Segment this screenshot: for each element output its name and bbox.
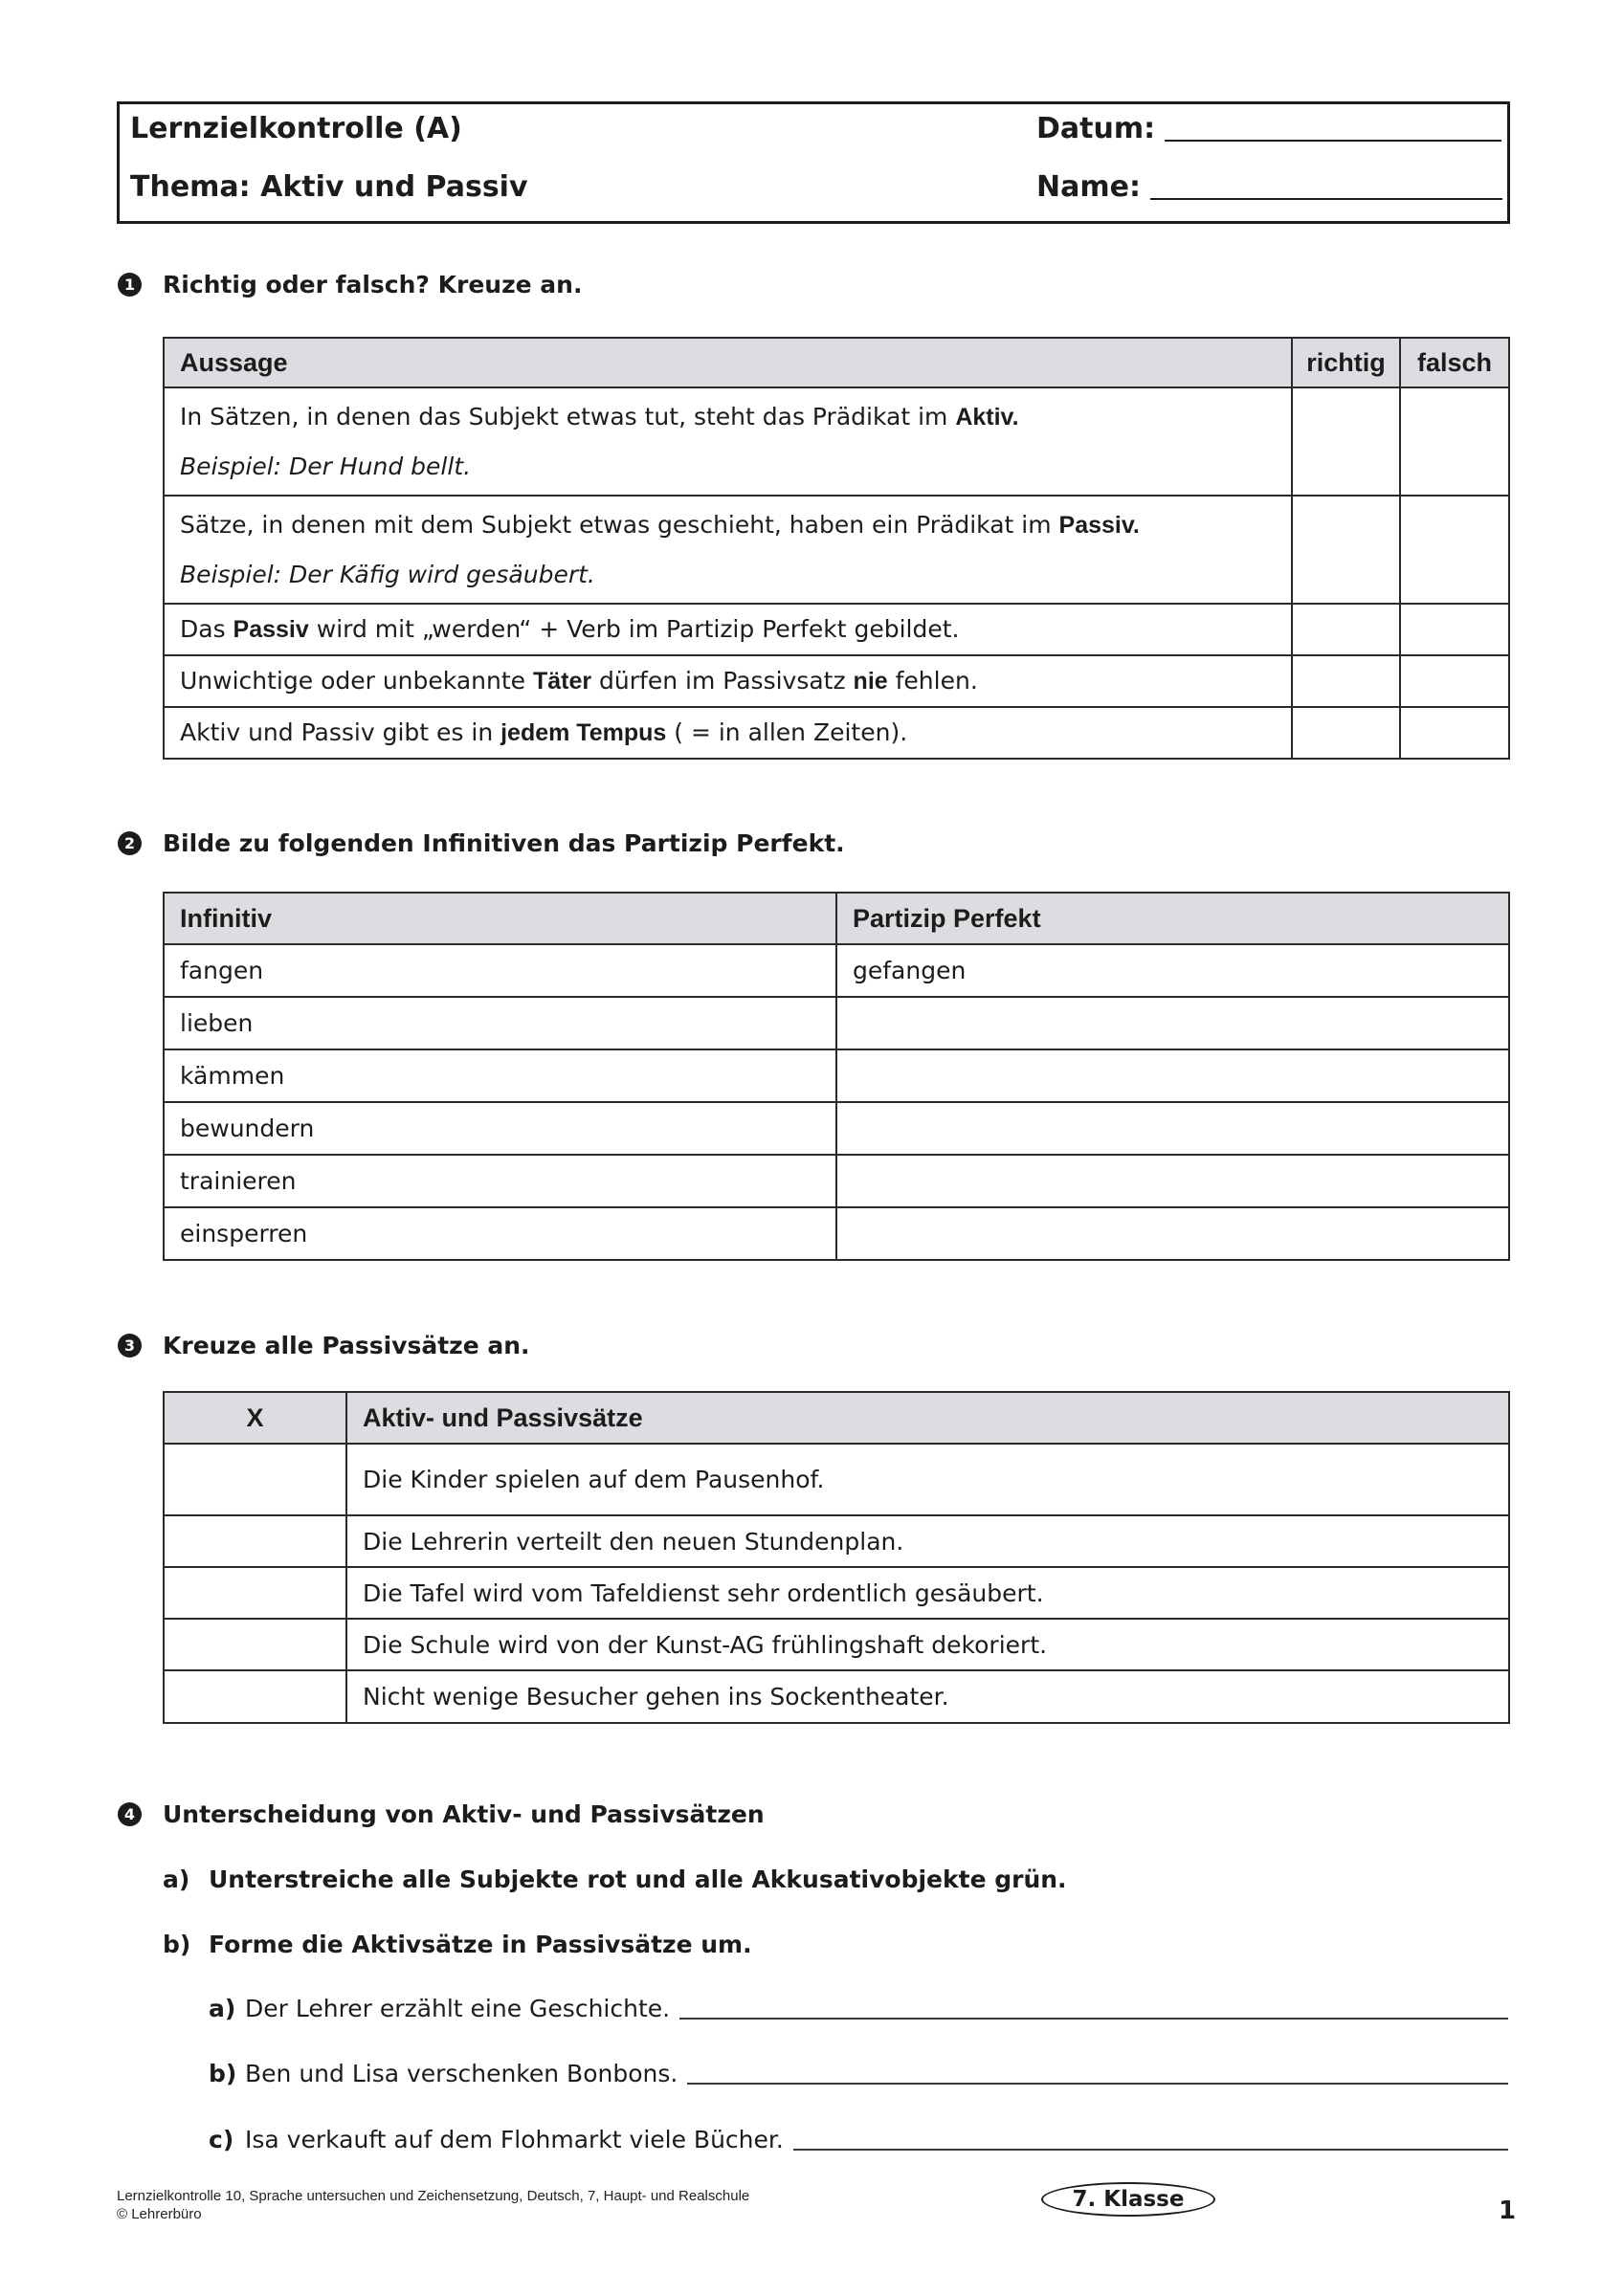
participle-answer-cell[interactable] — [836, 1102, 1509, 1155]
participle-table — [163, 892, 1510, 1261]
table-header-row — [164, 893, 1509, 944]
part-letter: b) — [163, 1931, 191, 1958]
task4-heading — [118, 1800, 765, 1828]
table-row — [164, 1567, 1509, 1619]
name-input-line[interactable] — [1150, 197, 1502, 200]
table-header-row — [164, 338, 1509, 387]
item-letter: a) — [209, 1995, 236, 2022]
table-row — [164, 997, 1509, 1049]
col-header-mark: X — [164, 1392, 346, 1444]
false-checkbox-cell[interactable] — [1400, 604, 1509, 655]
infinitive-cell: fangen — [164, 944, 836, 997]
class-level-badge: 7. Klasse — [1041, 2182, 1215, 2217]
false-checkbox-cell[interactable] — [1400, 387, 1509, 496]
sentence-cell: Die Schule wird von der Kunst-AG frühlingshaft dekoriert. — [346, 1619, 1509, 1670]
table-row — [164, 1207, 1509, 1260]
col-header-participle: Partizip Perfekt — [836, 893, 1509, 944]
part-b-instruction: Forme die Aktivsätze in Passivsätze um. — [209, 1931, 752, 1958]
answer-line[interactable] — [687, 2082, 1508, 2085]
statement-cell: Unwichtige oder unbekannte Täter dürfen im Passivsatz nie fehlen. — [164, 655, 1292, 707]
worksheet-topic: Thema: Aktiv und Passiv — [130, 170, 528, 204]
table-row — [164, 944, 1509, 997]
table-row — [164, 655, 1509, 707]
table-row — [164, 1155, 1509, 1207]
participle-answer-cell[interactable] — [836, 1155, 1509, 1207]
table-row — [164, 496, 1509, 604]
date-input-line[interactable] — [1165, 139, 1501, 142]
sentence-cell: Nicht wenige Besucher gehen ins Sockentheater. — [346, 1670, 1509, 1723]
col-header-sentences: Aktiv- und Passivsätze — [346, 1392, 1509, 1444]
part-letter: a) — [163, 1866, 190, 1893]
answer-line[interactable] — [679, 2017, 1508, 2020]
sentence-cell: Die Kinder spielen auf dem Pausenhof. — [346, 1444, 1509, 1515]
false-checkbox-cell[interactable] — [1400, 707, 1509, 759]
name-field[interactable] — [1036, 170, 1502, 204]
table-row — [164, 1444, 1509, 1515]
worksheet-title: Lernzielkontrolle (A) — [130, 112, 462, 145]
infinitive-cell: lieben — [164, 997, 836, 1049]
mark-checkbox-cell[interactable] — [164, 1567, 346, 1619]
true-checkbox-cell[interactable] — [1292, 496, 1400, 604]
infinitive-cell: kämmen — [164, 1049, 836, 1102]
task-number-badge: 3 — [118, 1334, 142, 1358]
task3-heading — [118, 1332, 530, 1359]
active-sentence: Ben und Lisa verschenken Bonbons. — [245, 2060, 678, 2087]
mark-checkbox-cell[interactable] — [164, 1515, 346, 1567]
task1-heading — [118, 271, 582, 298]
footer-copyright: © Lehrerbüro — [117, 2206, 202, 2222]
rewrite-item — [209, 2126, 1508, 2153]
sentence-cell: Die Lehrerin verteilt den neuen Stundenplan. — [346, 1515, 1509, 1567]
statement-cell: Aktiv und Passiv gibt es in jedem Tempus ( = in allen Zeiten). — [164, 707, 1292, 759]
active-sentence: Der Lehrer erzählt eine Geschichte. — [245, 1995, 671, 2022]
table-row — [164, 1619, 1509, 1670]
table-row — [164, 1049, 1509, 1102]
true-checkbox-cell[interactable] — [1292, 707, 1400, 759]
col-header-infinitive: Infinitiv — [164, 893, 836, 944]
sentence-cell: Die Tafel wird vom Tafeldienst sehr ordentlich gesäubert. — [346, 1567, 1509, 1619]
participle-answer-cell[interactable]: gefangen — [836, 944, 1509, 997]
task4-instruction: Unterscheidung von Aktiv- und Passivsätzen — [163, 1800, 765, 1828]
false-checkbox-cell[interactable] — [1400, 496, 1509, 604]
statement-text: In Sätzen, in denen das Subjekt etwas tut, steht das Prädikat im Aktiv. — [180, 402, 1019, 430]
mark-checkbox-cell[interactable] — [164, 1670, 346, 1723]
statement-example: Beispiel: Der Käfig wird gesäubert. — [180, 560, 595, 588]
table-header-row — [164, 1392, 1509, 1444]
mark-checkbox-cell[interactable] — [164, 1619, 346, 1670]
col-header-false: falsch — [1400, 338, 1509, 387]
task-number-badge: 2 — [118, 831, 142, 855]
col-header-true: richtig — [1292, 338, 1400, 387]
task4-part-b — [163, 1931, 752, 1958]
footer-source — [117, 2187, 749, 2223]
mark-checkbox-cell[interactable] — [164, 1444, 346, 1515]
header-box — [117, 101, 1510, 224]
statement-cell — [164, 496, 1292, 604]
false-checkbox-cell[interactable] — [1400, 655, 1509, 707]
infinitive-cell: trainieren — [164, 1155, 836, 1207]
passive-sentences-table — [163, 1391, 1510, 1724]
participle-answer-cell[interactable] — [836, 1207, 1509, 1260]
task3-instruction: Kreuze alle Passivsätze an. — [163, 1332, 530, 1359]
task1-instruction: Richtig oder falsch? Kreuze an. — [163, 271, 583, 298]
statement-example: Beispiel: Der Hund bellt. — [180, 452, 472, 480]
infinitive-cell: einsperren — [164, 1207, 836, 1260]
statement-cell — [164, 387, 1292, 496]
statement-cell: Das Passiv wird mit „werden“ + Verb im Partizip Perfekt gebildet. — [164, 604, 1292, 655]
task-number-badge: 4 — [118, 1802, 142, 1826]
true-checkbox-cell[interactable] — [1292, 604, 1400, 655]
participle-answer-cell[interactable] — [836, 1049, 1509, 1102]
part-a-instruction: Unterstreiche alle Subjekte rot und alle Akkusativobjekte grün. — [209, 1866, 1067, 1893]
task2-instruction: Bilde zu folgenden Infinitiven das Partizip Perfekt. — [163, 829, 845, 857]
participle-answer-cell[interactable] — [836, 997, 1509, 1049]
active-sentence: Isa verkauft auf dem Flohmarkt viele Bücher. — [245, 2126, 784, 2153]
col-header-statement: Aussage — [164, 338, 1292, 387]
table-row — [164, 1515, 1509, 1567]
true-checkbox-cell[interactable] — [1292, 655, 1400, 707]
answer-line[interactable] — [793, 2148, 1508, 2151]
infinitive-cell: bewundern — [164, 1102, 836, 1155]
page-number: 1 — [1499, 2197, 1517, 2225]
table-row — [164, 1670, 1509, 1723]
true-false-table — [163, 337, 1510, 760]
table-row — [164, 387, 1509, 496]
table-row — [164, 1102, 1509, 1155]
statement-text: Sätze, in denen mit dem Subjekt etwas geschieht, haben ein Prädikat im Passiv. — [180, 510, 1140, 539]
name-label: Name: — [1036, 170, 1141, 204]
date-field[interactable] — [1036, 112, 1501, 145]
rewrite-item — [209, 2060, 1508, 2087]
task-number-badge: 1 — [118, 273, 142, 297]
date-label: Datum: — [1036, 112, 1156, 145]
true-checkbox-cell[interactable] — [1292, 387, 1400, 496]
task4-part-a — [163, 1866, 1067, 1893]
rewrite-item — [209, 1995, 1508, 2022]
item-letter: b) — [209, 2060, 237, 2087]
item-letter: c) — [209, 2126, 234, 2153]
footer-source-line: Lernzielkontrolle 10, Sprache untersuchen und Zeichensetzung, Deutsch, 7, Haupt- und Realschule — [117, 2188, 750, 2204]
task2-heading — [118, 829, 845, 857]
table-row — [164, 707, 1509, 759]
table-row — [164, 604, 1509, 655]
